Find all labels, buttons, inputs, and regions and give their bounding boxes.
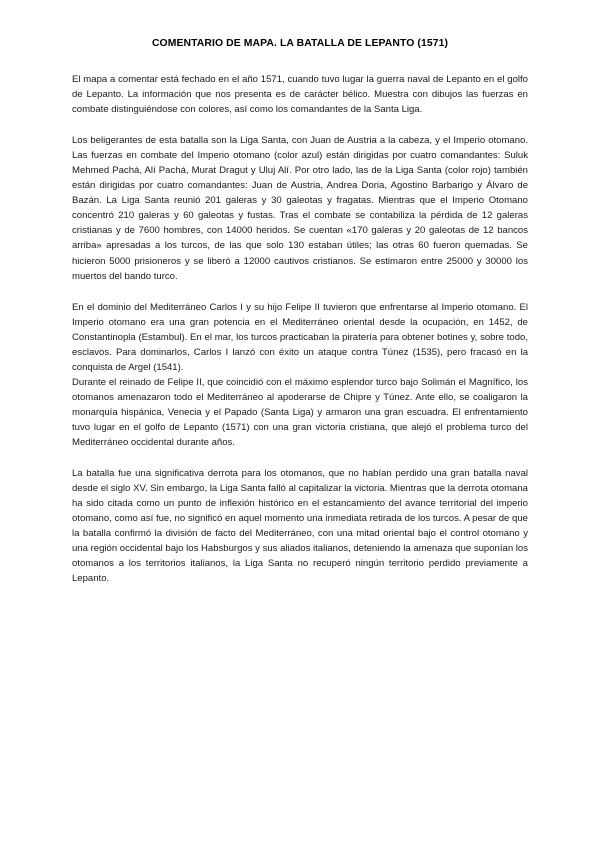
paragraph-introduction: El mapa a comentar está fechado en el año 1571, cuando tuvo lugar la guerra naval de Lepanto en el golfo de Lepanto. La información que nos presenta es de carácter bélico. Muestra con dibujos las fuerzas en combate distinguiéndose con colores, así como los comandantes de la Santa Liga. [72,74,528,116]
paragraph-belligerents: Los beligerantes de esta batalla son la Liga Santa, con Juan de Austria a la cabeza, y el Imperio otomano. Las fuerzas en combate del Imperio otomano (color azul) están dirigidas por cuatro comandantes: Suluk Mehmed Pachá, Alí Pachá, Murat Dragut y Uluj Alí. Por otro lado, las de la Liga Santa (color rojo) también están dirigidas por cuatro comandantes: Juan de Austria, Andrea Doria, Agostino Barbarigo y Álvaro de Bazán. La Liga Santa reunió 201 galeras y 30 galeotas y fragatas. Mientras que el Imperio Otomano concentró 210 galeras y 60 galeotas y fustas. Tras el combate se contabiliza la pérdida de 12 galeras cristianas y de 7600 hombres, con 14000 heridos. Se cuentan «170 galeras y 20 galeotas de 12 bancos arriba» apresadas a los turcos, de las que solo 130 estaban útiles; las otras 60 fueron quemadas. Se hicieron 5000 prisioneros y se liberó a 12000 cautivos cristianos. Se estimaron entre 25000 y 30000 los muertos del bando turco. [72,135,528,282]
paragraph-mediterranean-context: En el dominio del Mediterráneo Carlos I y su hijo Felipe II tuvieron que enfrentarse al Imperio otomano. El Imperio otomano era una gran potencia en el Mediterráneo oriental desde la ocupación, en 1452, de Constantinopla (Estambul). En el mar, los turcos practicaban la piratería para obtener botines y, sobre todo, esclavos. Para dominarlos, Carlos I lanzó con éxito un ataque contra Túnez (1535), pero fracasó en la conquista de Argel (1541). [72,301,528,373]
paragraph-consequences: La batalla fue una significativa derrota para los otomanos, que no habían perdido una gran batalla naval desde el siglo XV. Sin embargo, la Liga Santa falló al capitalizar la victoria. Mientras que la derrota otomana ha sido citada como un punto de inflexión histórico en el estancamiento del avance territorial del imperio otomano, como así fue, no significó en aquel momento una inmediata retirada de los turcos. A pesar de que la batalla confirmó la división de facto del Mediterráneo, con una mitad oriental bajo el control otomano y una región occidental bajo los Habsburgos y sus aliados italianos, deteniendo la amenaza que suponían los otomanos a los territorios italianos, la Liga Santa no recuperó ningún territorio perdido previamente a Lepanto. [72,468,528,585]
document-title: COMENTARIO DE MAPA. LA BATALLA DE LEPANTO (1571) [151,38,449,49]
document-body [72,72,528,602]
paragraph-felipe-ii: Durante el reinado de Felipe II, que coincidió con el máximo esplendor turco bajo Solimán el Magnífico, los otomanos amenazaron todo el Mediterráneo al apoderarse de Chipre y Túnez. Ante ello, se coaligaron la monarquía hispánica, Venecia y el Papado (Santa Liga) y armaron una gran escuadra. El enfrentamiento tuvo lugar en el golfo de Lepanto (1571) con una gran victoria cristiana, que alejó el problema turco del Mediterráneo occidental durante años. [72,376,528,449]
